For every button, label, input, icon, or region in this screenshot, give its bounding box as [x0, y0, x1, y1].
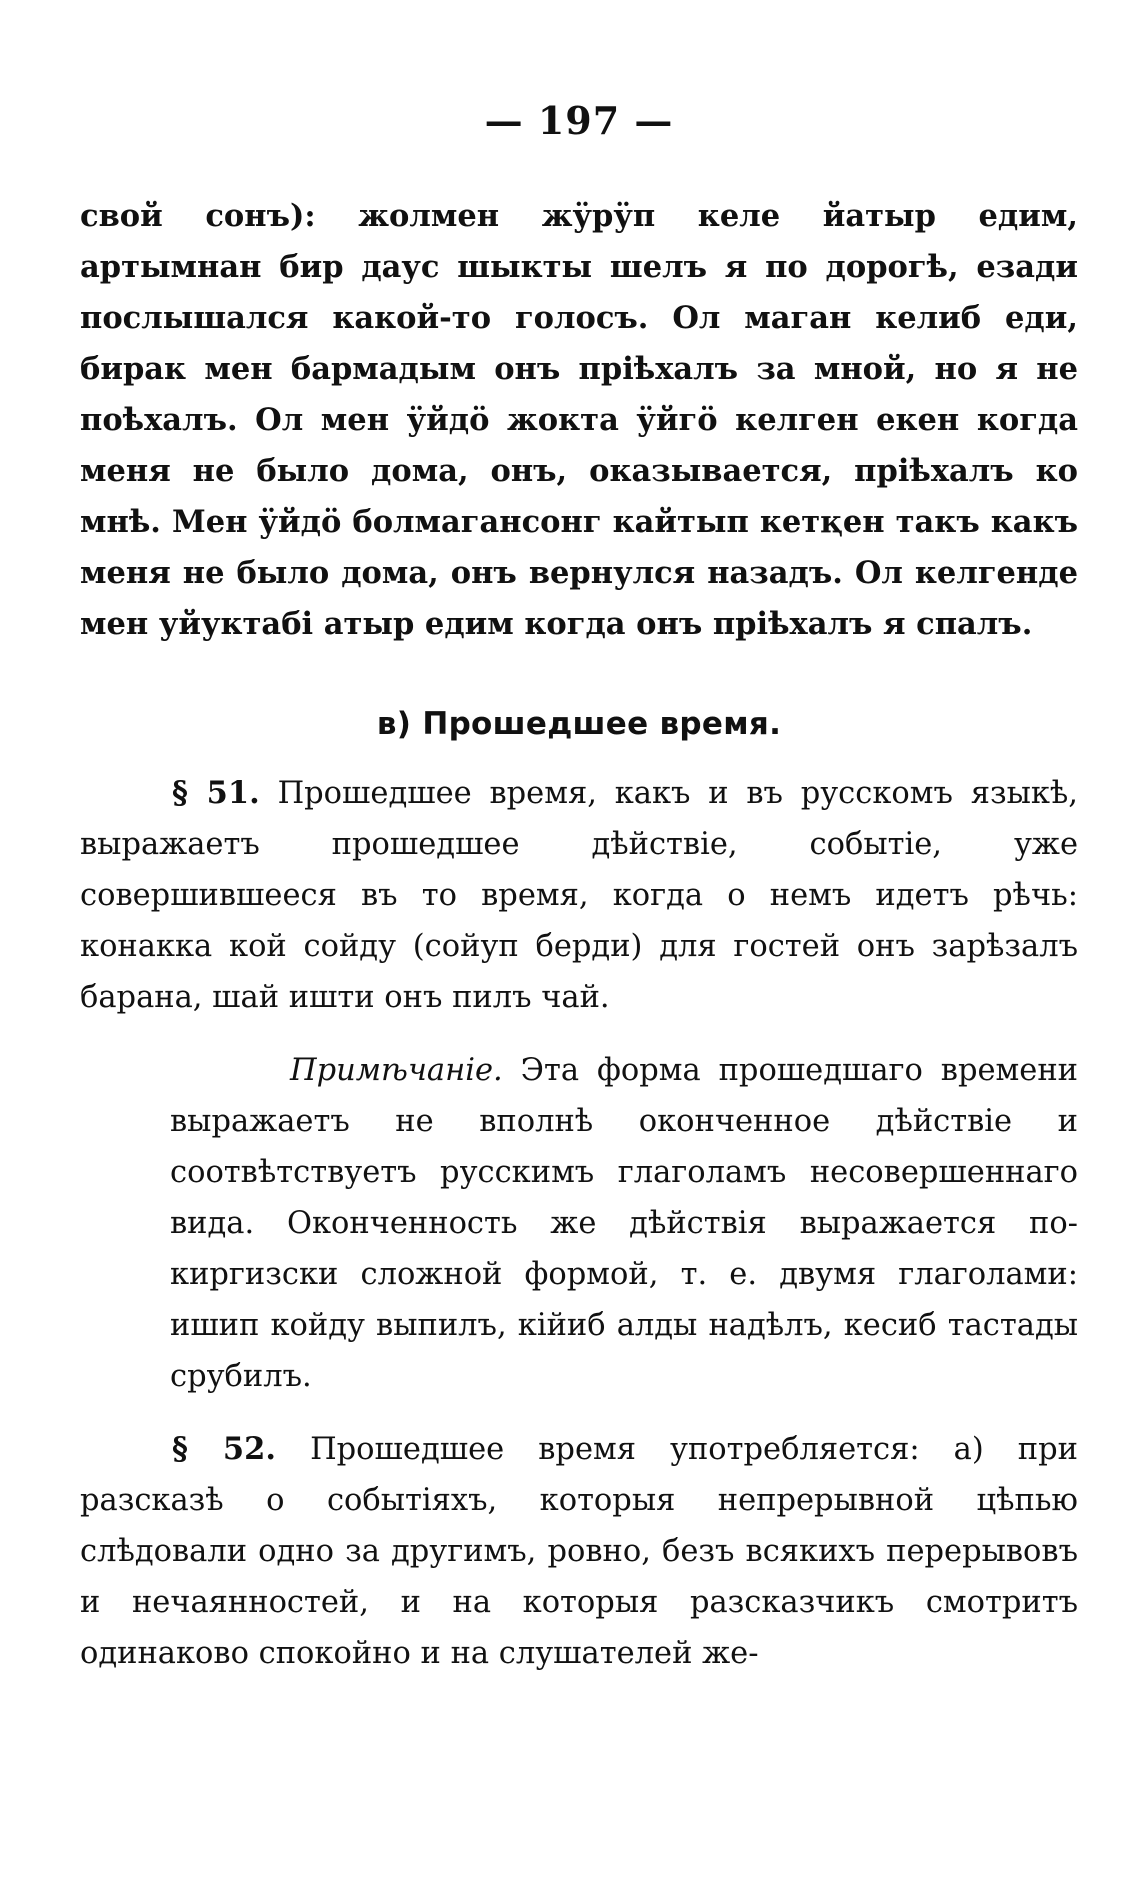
page-number: — 197 —	[484, 98, 674, 143]
section-52-text: Прошедшее время употребляется: а) при разсказѣ о событіяхъ, которыя непрерывной цѣпью слѣдовали одно за другимъ, ровно, безъ всякихъ перерывовъ и нечаянностей, и на которыя разсказчикъ смотритъ одинаково спокойно и на слушателей же-	[80, 1432, 1078, 1671]
section-52-number: § 52.	[172, 1431, 276, 1467]
top-paragraph: свой сонъ): жолмен жӱрӱп келе йатыр едим, артымнан бир даус шыкты шелъ я по дорогѣ, езади послышался какой-то голосъ. Ол маган келиб еди, бирак мен бармадым онъ пріѣхалъ за мной, но я не поѣхалъ. Ол мен ӱйдӧ жокта ӱйгӧ келген екен когда меня не было дома, онъ, оказывается, пріѣхалъ ко мнѣ. Мен ӱйдӧ болмагансонг кайтып кетқен такъ какъ меня не было дома, онъ вернулся назадъ. Ол келгенде мен уйуктабі атыр едим когда онъ пріѣхалъ я спалъ.	[80, 198, 1078, 642]
section-51-paragraph	[80, 768, 1078, 1023]
section-heading: в) Прошедшее время.	[376, 706, 782, 742]
section-52-paragraph	[80, 1424, 1078, 1679]
section-51-text: Прошедшее время, какъ и въ русскомъ языкѣ, выражаетъ прошедшее дѣйствіе, событіе, уже совершившееся въ то время, когда о немъ идетъ рѣчь: конакка кой сойду (сойуп берди) для гостей онъ зарѣзалъ барана, шай ишти онъ пилъ чай.	[80, 776, 1079, 1015]
note-label: Примѣчаніе.	[290, 1053, 503, 1088]
note-paragraph	[170, 1045, 1078, 1402]
note-text: Эта форма прошедшаго времени выражаетъ не вполнѣ оконченное дѣйствіе и соотвѣтствуетъ русскимъ глаголамъ несовершеннаго вида. Оконченность же дѣйствія выражается по-киргизски сложной формой, т. е. двумя глаголами: ишип койду выпилъ, кійиб алды надѣлъ, кесиб тастады срубилъ.	[170, 1053, 1078, 1394]
section-51-number: § 51.	[172, 775, 260, 811]
